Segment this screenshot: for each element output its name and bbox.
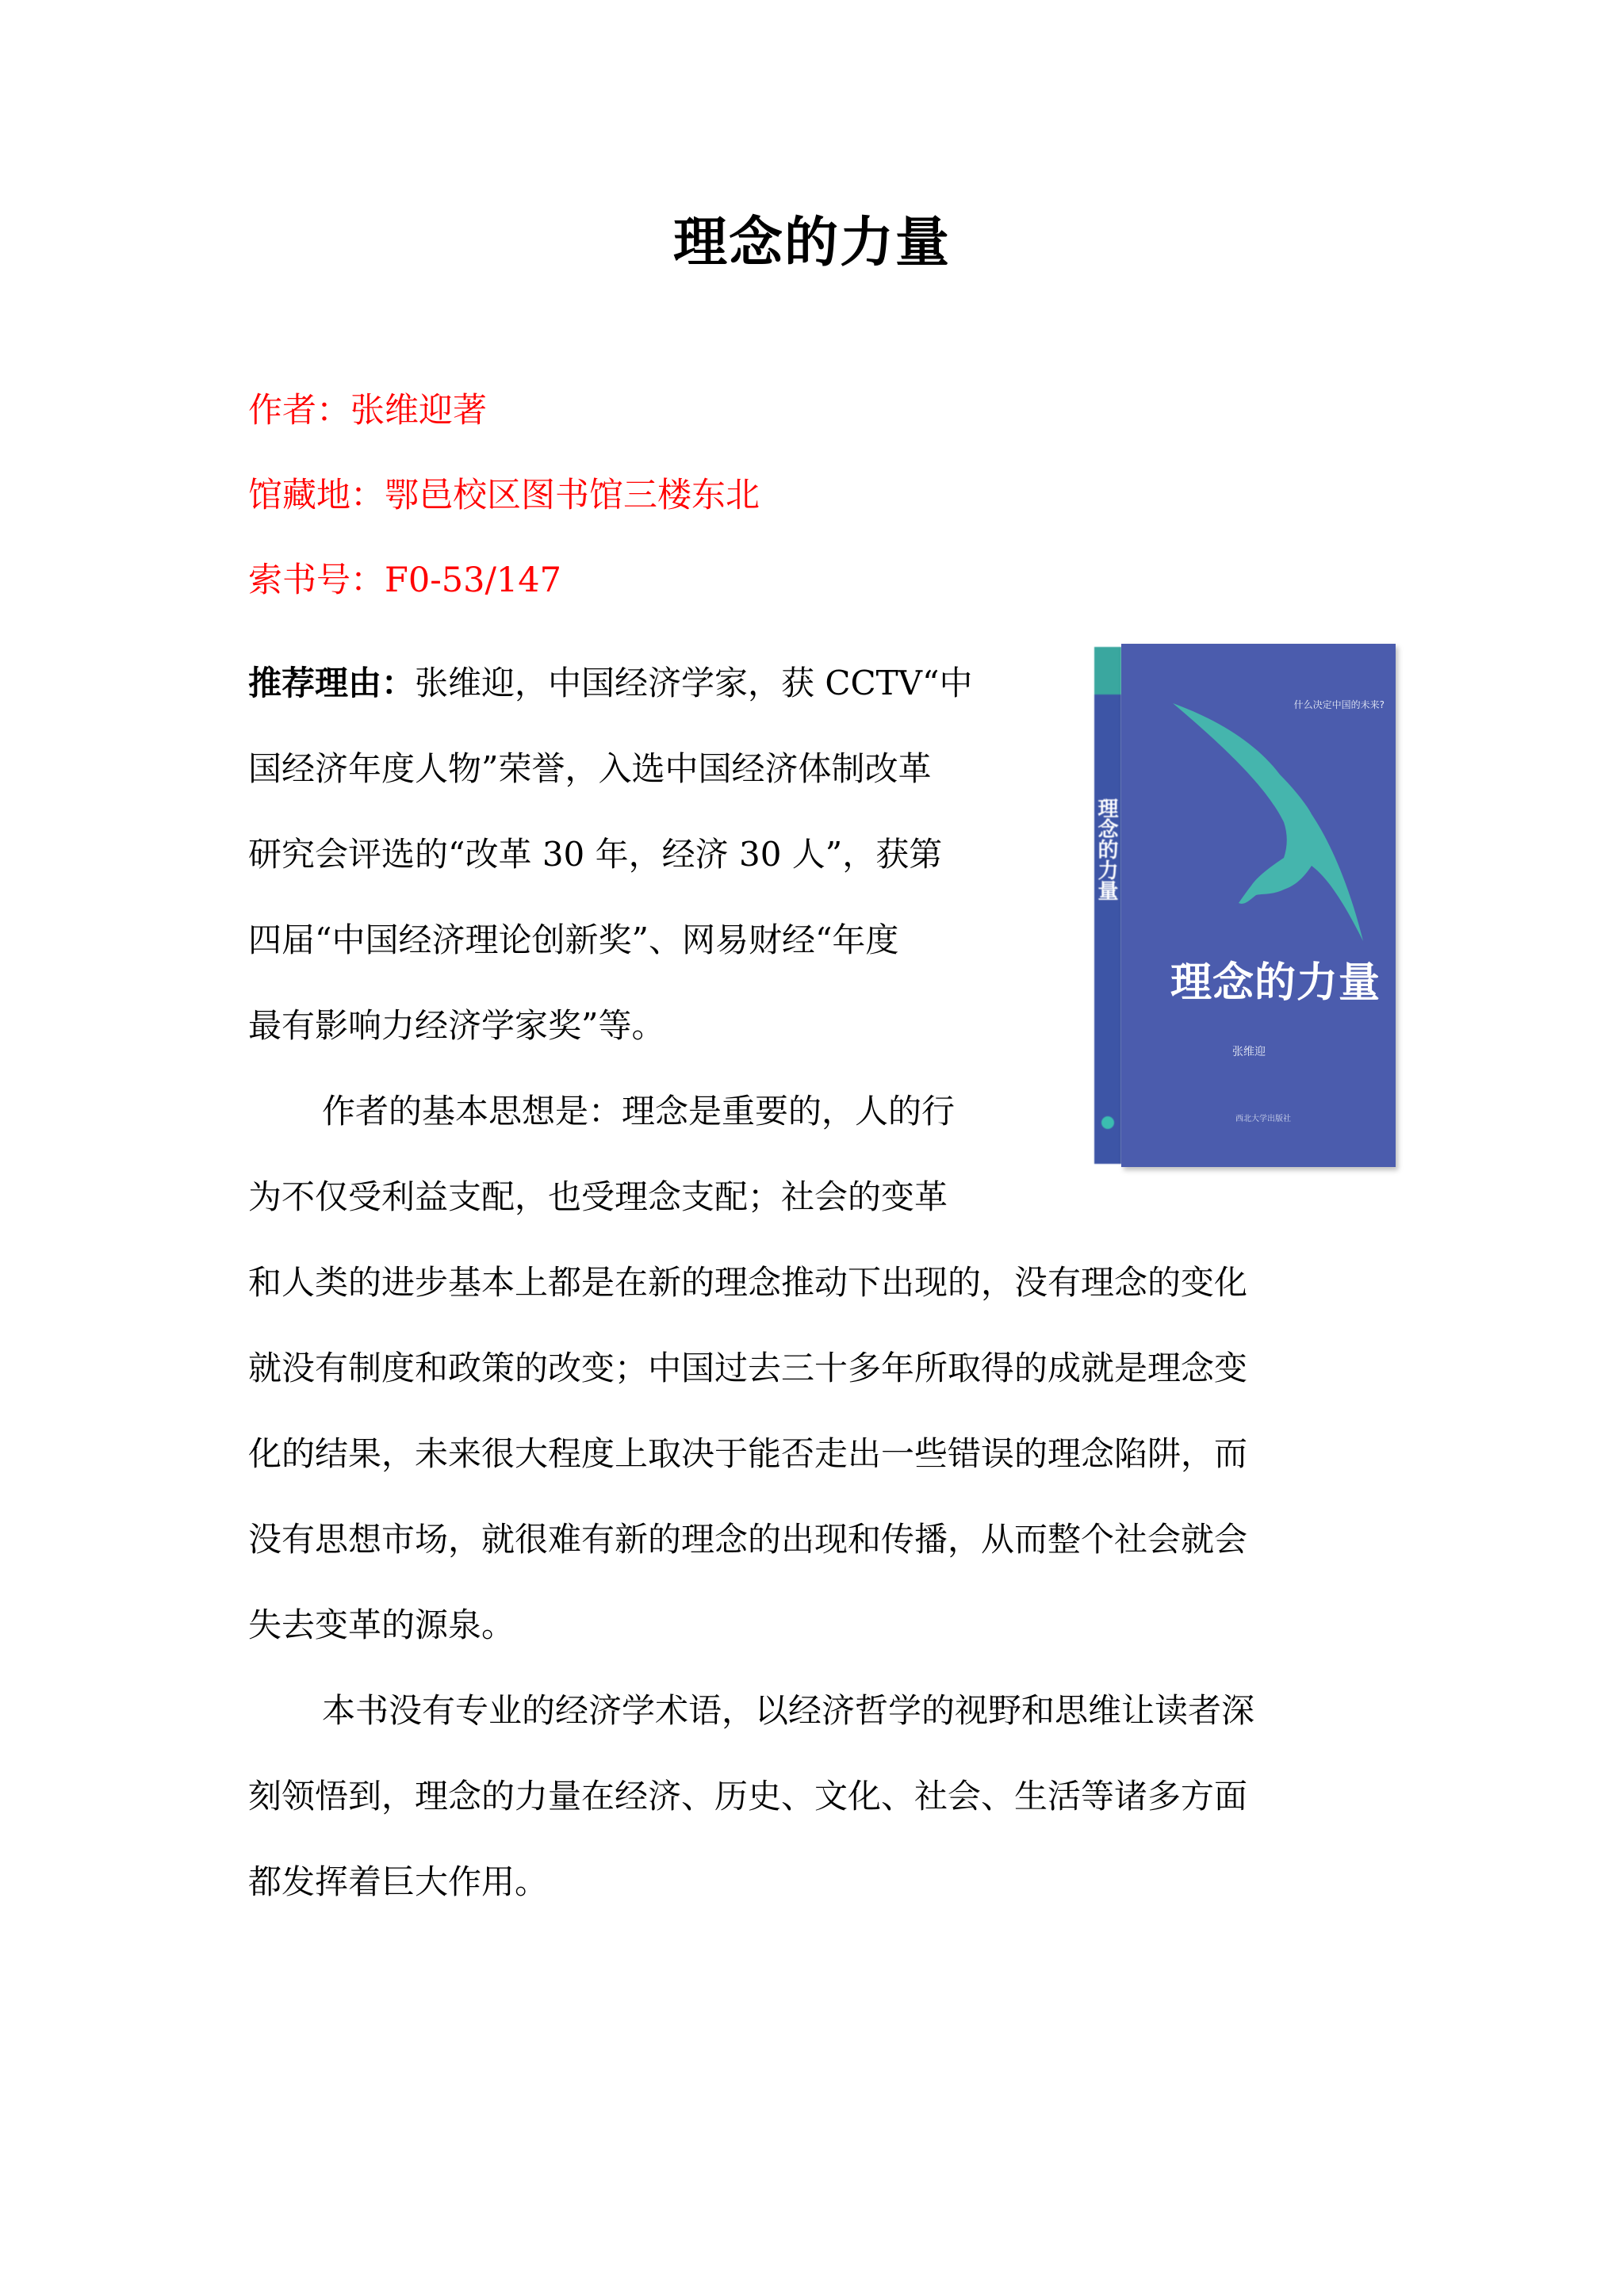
paragraph-summary-line-1: 本书没有专业的经济学术语，以经济哲学的视野和思维让读者深 bbox=[322, 1691, 1255, 1730]
book-spine-band bbox=[1094, 647, 1121, 695]
book-front bbox=[1121, 644, 1396, 1167]
recommendation-line-3: 研究会评选的“改革 30 年，经济 30 人”，获第 bbox=[248, 835, 943, 874]
recommendation-line-4: 四届“中国经济理论创新奖”、网易财经“年度 bbox=[248, 920, 899, 959]
recommendation-label: 推荐理由： bbox=[248, 664, 416, 702]
author-text: 作者：张维迎著 bbox=[248, 391, 487, 430]
author-line bbox=[248, 387, 487, 434]
book-cover-image bbox=[1094, 644, 1396, 1167]
recommendation-line-1 bbox=[248, 641, 972, 726]
paragraph-ideas-line-1: 作者的基本思想是：理念是重要的，人的行 bbox=[322, 1092, 956, 1131]
call-number-line bbox=[248, 557, 561, 604]
call-number-text: 索书号：F0-53/147 bbox=[248, 561, 561, 600]
location-line bbox=[248, 472, 760, 519]
seagull-icon bbox=[1169, 687, 1367, 949]
book-cover-title: 理念的力量 bbox=[1170, 959, 1381, 1007]
paragraph-summary-line-3: 都发挥着巨大作用。 bbox=[248, 1862, 549, 1901]
paragraph-ideas-line-5: 化的结果，未来很大程度上取决于能否走出一些错误的理念陷阱，而 bbox=[248, 1434, 1248, 1473]
paragraph-ideas-line-7: 失去变革的源泉。 bbox=[248, 1605, 515, 1644]
paragraph-ideas-line-3: 和人类的进步基本上都是在新的理念推动下出现的，没有理念的变化 bbox=[248, 1263, 1248, 1302]
paragraph-summary-line-2: 刻领悟到，理念的力量在经济、历史、文化、社会、生活等诸多方面 bbox=[248, 1777, 1248, 1816]
book-tagline: 什么决定中国的未来? bbox=[1293, 699, 1385, 710]
book-spine bbox=[1094, 647, 1121, 1164]
recommendation-line-5: 最有影响力经济学家奖”等。 bbox=[248, 1006, 665, 1045]
paragraph-ideas-line-4: 就没有制度和政策的改变；中国过去三十多年所取得的成就是理念变 bbox=[248, 1349, 1248, 1387]
paragraph-ideas-line-2: 为不仅受利益支配，也受理念支配；社会的变革 bbox=[248, 1177, 948, 1216]
book-spine-logo-icon bbox=[1101, 1116, 1114, 1129]
recommendation-line-2: 国经济年度人物”荣誉，入选中国经济体制改革 bbox=[248, 749, 932, 788]
book-cover-author: 张维迎 bbox=[1232, 1046, 1266, 1058]
recommendation-line-1-text: 张维迎，中国经济学家，获 CCTV“中 bbox=[415, 664, 973, 702]
page-title: 理念的力量 bbox=[672, 212, 951, 274]
location-text: 馆藏地：鄂邑校区图书馆三楼东北 bbox=[248, 476, 760, 515]
book-spine-title: 理念的力量 bbox=[1094, 798, 1118, 901]
book-publisher: 西北大学出版社 bbox=[1235, 1115, 1291, 1123]
paragraph-ideas-line-6: 没有思想市场，就很难有新的理念的出现和传播，从而整个社会就会 bbox=[248, 1520, 1248, 1559]
